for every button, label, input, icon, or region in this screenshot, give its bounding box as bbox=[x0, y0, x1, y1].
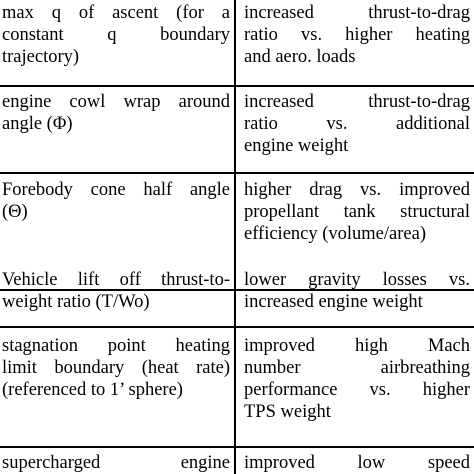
tradeoff-cell bbox=[244, 269, 470, 313]
cell-line: Vehicle lift off thrust-to- bbox=[2, 270, 230, 290]
cell-line: ratio vs. higher heating bbox=[244, 25, 470, 45]
cell-line: engine cowl wrap around bbox=[2, 92, 230, 112]
cell-line: max q of ascent (for a bbox=[2, 3, 230, 23]
cell-line: increased thrust-to-drag bbox=[244, 3, 470, 23]
cell-line: TPS weight bbox=[244, 402, 331, 422]
row-divider bbox=[0, 446, 474, 448]
cell-line: and aero. loads bbox=[244, 47, 356, 67]
cell-line: propellant tank structural bbox=[244, 202, 470, 222]
cell-line: trajectory) bbox=[2, 47, 80, 67]
cell-line: limit boundary (heat rate) bbox=[2, 358, 230, 378]
parameter-cell bbox=[2, 269, 230, 313]
cell-line: constant q boundary bbox=[2, 25, 230, 45]
column-divider bbox=[234, 0, 236, 474]
parameter-cell bbox=[2, 179, 230, 223]
tradeoff-cell bbox=[244, 452, 470, 474]
cell-line: improved high Mach bbox=[244, 336, 470, 356]
cell-line: engine weight bbox=[244, 136, 349, 156]
cell-line: increased engine weight bbox=[244, 292, 423, 312]
parameter-cell bbox=[2, 452, 230, 474]
cell-line: (referenced to 1’ sphere) bbox=[2, 380, 183, 400]
cell-line: lower gravity losses vs. bbox=[244, 270, 470, 290]
tradeoff-cell bbox=[244, 91, 470, 157]
cell-line: angle (Φ) bbox=[2, 114, 73, 134]
parameter-cell bbox=[2, 91, 230, 135]
cell-line: improved low speed bbox=[244, 453, 470, 473]
row-divider bbox=[0, 172, 474, 174]
cell-line: efficiency (volume/area) bbox=[244, 224, 426, 244]
tradeoff-cell bbox=[244, 2, 470, 68]
tradeoff-cell bbox=[244, 179, 470, 245]
cell-line: supercharged engine bbox=[2, 453, 230, 473]
row-divider bbox=[0, 326, 474, 328]
cell-line: Forebody cone half angle bbox=[2, 180, 230, 200]
cell-line: stagnation point heating bbox=[2, 336, 230, 356]
cell-line: weight ratio (T/Wo) bbox=[2, 292, 150, 312]
parameter-cell bbox=[2, 335, 230, 401]
row-divider bbox=[0, 85, 474, 87]
cell-line: ratio vs. additional bbox=[244, 114, 470, 134]
cell-line: performance vs. higher bbox=[244, 380, 470, 400]
cell-line: higher drag vs. improved bbox=[244, 180, 470, 200]
parameter-cell bbox=[2, 2, 230, 68]
cell-line: (Θ) bbox=[2, 202, 28, 222]
cell-line: increased thrust-to-drag bbox=[244, 92, 470, 112]
tradeoff-cell bbox=[244, 335, 470, 423]
cell-line: number airbreathing bbox=[244, 358, 470, 378]
